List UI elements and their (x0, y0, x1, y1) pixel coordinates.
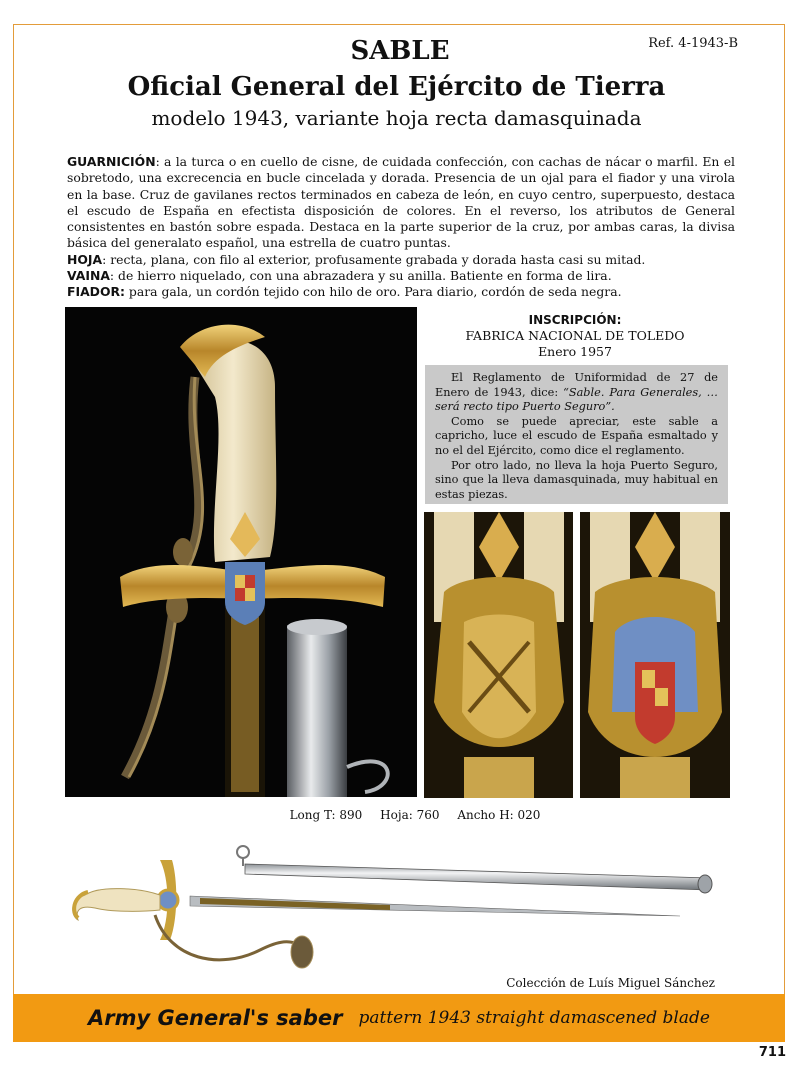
note-p3: Por otro lado, no lleva la hoja Puerto Seguro, sino que la lleva damasquinada, muy habitual en estas piezas. (435, 458, 718, 501)
inscription-heading: INSCRIPCIÓN: (528, 313, 622, 327)
page-title: SABLE (350, 36, 450, 66)
blade-width: Ancho H: 020 (457, 808, 541, 822)
note-p2: Como se puede apreciar, este sable a capricho, luce el escudo de España esmaltado y no el del Ejército, como dice el reglamento. (435, 414, 718, 457)
hoja-text: : recta, plana, con filo al exterior, profusamente grabada y dorada hasta casi su mitad. (102, 251, 646, 267)
description-block (67, 154, 735, 301)
length-total: Long T: 890 (289, 808, 363, 822)
english-subtitle: pattern 1943 straight damascened blade (358, 1008, 710, 1028)
guarnicion-label: GUARNICIÓN (67, 154, 156, 169)
hoja-label: HOJA (67, 251, 103, 267)
inscription-block (425, 312, 725, 360)
reverse-detail-photo (424, 512, 573, 798)
page-subtitle: Oficial General del Ejército de Tierra (127, 72, 666, 102)
model-line: modelo 1943, variante hoja recta damasquinada (151, 106, 642, 130)
vaina-text: : de hierro niquelado, con una abrazadera y su anilla. Batiente en forma de lira. (109, 268, 612, 284)
page-number: 711 (758, 1045, 786, 1060)
obverse-detail-photo (580, 512, 730, 798)
full-saber-photo (60, 840, 720, 980)
regulation-note (425, 365, 728, 504)
inscription-line-2: Enero 1957 (538, 344, 612, 359)
vaina-label: VAINA (67, 268, 110, 284)
guarnicion-text: : a la turca o en cuello de cisne, de cuidada confección, con cachas de nácar o marfil. En el sobretodo, una excrecencia en bucle cincelada y dorada. Presencia de un ojal para el fiador y una virola en la base. Cruz de gavilanes rectos terminados en cabeza de león, en cuyo centro, superpuesto, destaca el escudo de España en efectista disposición de colores. En el reverso, los atributos de General consistentes en bastón sobre espada. Destaca en la parte superior de la cruz, por ambas caras, la divisa básica del generalato español, una estrella de cuatro puntas. (67, 154, 735, 251)
english-title: Army General's saber (88, 1006, 343, 1030)
fiador-text: para gala, un cordón tejido con hilo de oro. Para diario, cordón de seda negra. (124, 284, 622, 300)
note-p1-quote: “Sable. Para Generales, …será recto tipo Puerto Seguro”. (435, 385, 718, 414)
measurements (0, 808, 800, 822)
blade-length: Hoja: 760 (380, 808, 440, 822)
inscription-line-1: FABRICA NACIONAL DE TOLEDO (465, 328, 685, 343)
collection-credit: Colección de Luís Miguel Sánchez (506, 976, 715, 990)
english-title-banner (13, 994, 785, 1042)
fiador-label: FIADOR: (67, 284, 125, 300)
hilt-photo (65, 307, 417, 797)
reference-number: Ref. 4-1943-B (648, 36, 738, 51)
note-p1-start: El Reglamento de Uniformidad de 27 de Enero de 1943, dice: (435, 371, 718, 399)
